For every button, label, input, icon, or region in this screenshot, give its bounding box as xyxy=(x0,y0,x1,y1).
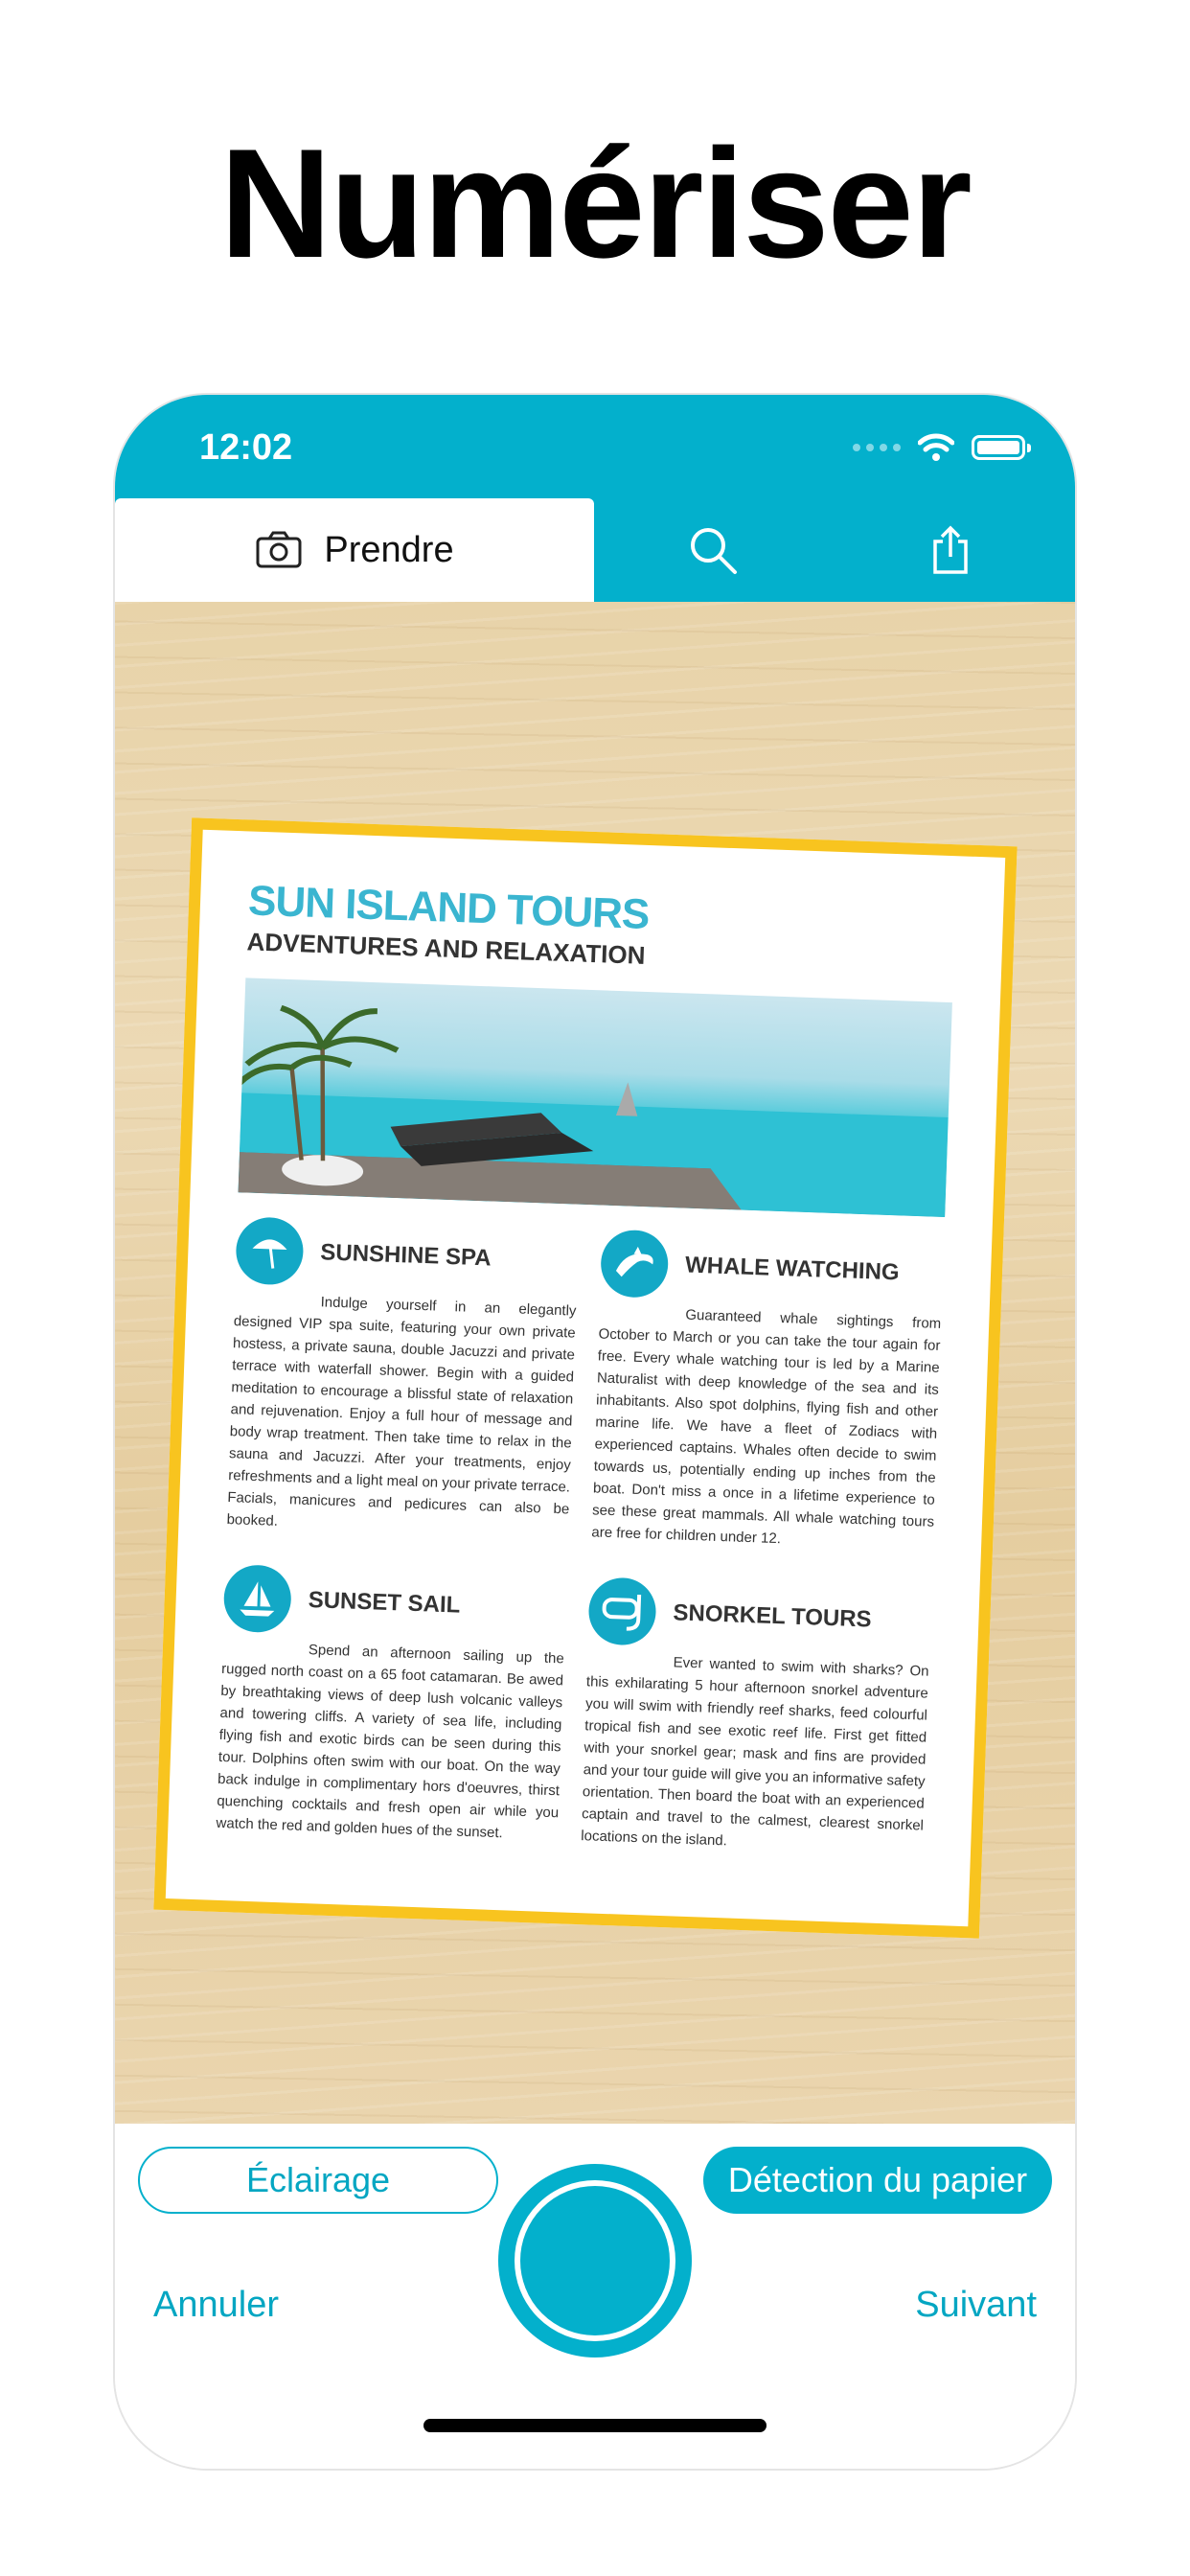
tab-search[interactable] xyxy=(684,521,742,579)
section-text: Indulge yourself in an elegantly designed VIP spa suite, featuring your own private hostess, a private sauna, double Jacuzzi and private terrace with waterfall shower. Begin with a guided meditation to encourage a blissful state of relaxation and rejuvenation. Enjoy a full hour of message and body wrap treatment. Then take time to relax in the sauna and Jacuzzi. After your treatments, enjoy refreshments and a light meal on your private terrace. Facials, manicures and pedicures can also be booked. xyxy=(226,1294,577,1530)
share-icon xyxy=(929,524,972,576)
section-whale-watching xyxy=(591,1229,944,1555)
pool-deck-image xyxy=(239,978,952,1217)
tab-bar xyxy=(115,498,1075,602)
document-sections xyxy=(216,1215,944,1858)
section-title: SUNSET SAIL xyxy=(308,1587,461,1619)
status-icons xyxy=(853,433,1025,462)
section-text: Guaranteed whale sightings from October to March or you can take the tour again for free. Every whale watching tour is led by a Marine Naturalist with deep knowledge of the sea and its inhabitants. Also spot dolphins, flying fish and other marine life. We have a fleet of Zodiacs with experienced captains. Whales often decide to swim towards us, potentially ending up inches from the boat. Don't miss a once in a lifetime experience to see these great mammals. All whale watching tours are free for children under 12. xyxy=(591,1306,942,1548)
shutter-ring xyxy=(515,2180,675,2341)
section-title: SUNSHINE SPA xyxy=(319,1239,492,1272)
paper-detection-toggle[interactable]: Détection du papier xyxy=(703,2147,1052,2214)
section-text: Spend an afternoon sailing up the rugged north coast on a 65 foot catamaran. Be awed by breathtaking views of deep lush volcanic valleys and towering cliffs. A variety of sea life, including flying fish and exotic birds can be seen during this tour. Dolphins often swim with our boat. On the way back indulge in complimentary hors d'oeuvres, thirst quenching cocktails and fresh open air while you watch the red and golden hues of the sunset. xyxy=(216,1642,565,1842)
dolphin-icon xyxy=(600,1230,669,1299)
snorkel-icon xyxy=(587,1576,656,1645)
section-sunset-sail xyxy=(216,1563,567,1846)
cancel-button[interactable]: Annuler xyxy=(153,2285,279,2325)
section-text: Ever wanted to swim with sharks? On this exhilarating 5 hour afternoon snorkel adventure you will swim with friendly reef sharks, feed colourful tropical fish and see exotic reef life. First get fitted with your snorkel gear; mask and fins are provided and your tour guide will give you an informative safety orientation. Then board the boat with an experienced captain and travel to the calmest, clearest snorkel locations on the island. xyxy=(581,1654,929,1850)
next-button[interactable]: Suivant xyxy=(915,2285,1037,2325)
sailboat-icon xyxy=(223,1564,292,1633)
shutter-button[interactable] xyxy=(498,2164,692,2358)
lighting-toggle[interactable]: Éclairage xyxy=(138,2147,498,2214)
search-icon xyxy=(687,524,739,576)
battery-icon xyxy=(972,435,1025,460)
section-title: SNORKEL TOURS xyxy=(673,1599,872,1633)
section-title: WHALE WATCHING xyxy=(684,1252,901,1286)
document-subtitle: ADVENTURES AND RELAXATION xyxy=(246,927,646,970)
status-time: 12:02 xyxy=(199,427,293,468)
home-indicator xyxy=(423,2419,767,2432)
phone-screen xyxy=(115,395,1075,2469)
tab-capture[interactable] xyxy=(115,498,594,602)
capture-controls xyxy=(115,2124,1075,2469)
document-title: SUN ISLAND TOURS xyxy=(247,877,651,939)
document-photo xyxy=(239,978,952,1217)
wifi-icon xyxy=(918,433,954,462)
camera-icon xyxy=(255,531,303,569)
status-bar xyxy=(115,395,1075,498)
cellular-signal-icon xyxy=(853,444,901,451)
camera-viewfinder xyxy=(115,602,1075,2124)
tab-share[interactable] xyxy=(922,521,979,579)
headline: Numériser xyxy=(219,117,971,290)
paper-detection-frame xyxy=(153,817,1017,1938)
scanned-document xyxy=(166,830,1005,1927)
section-sunshine-spa xyxy=(226,1215,579,1542)
umbrella-icon xyxy=(235,1216,304,1285)
section-snorkel-tours xyxy=(581,1576,932,1858)
tab-capture-label: Prendre xyxy=(324,529,454,570)
